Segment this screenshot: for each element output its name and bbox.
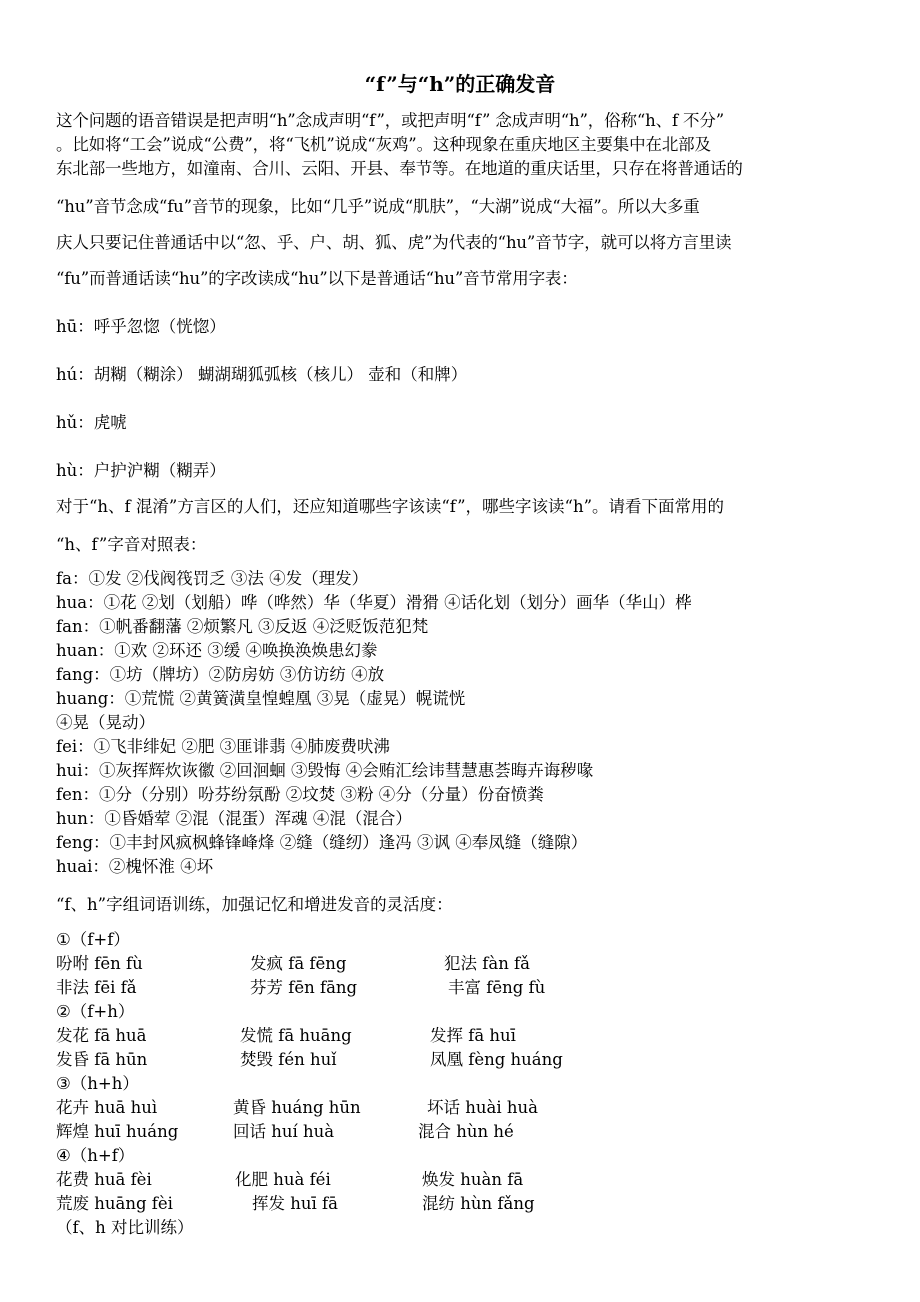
intro-line: 。比如将“工会”说成“公费”，将“飞机”说成“灰鸡”。这种现象在重庆地区主要集中在北部及 — [56, 135, 711, 154]
word-pair: 化肥 huà féi — [235, 1170, 331, 1189]
practice-intro: “f、h”字组词语训练，加强记忆和增进发音的灵活度： — [56, 895, 453, 914]
word-pair: 荒废 huāng fèi — [56, 1194, 173, 1213]
table-row: fei：①飞非绯妃 ②肥 ③匪诽翡 ④肺废费吠沸 — [56, 737, 390, 756]
contrast-intro-line: 对于“h、f 混淆”方言区的人们，还应知道哪些字该读“f”，哪些字该读“h”。请看下面常用的 — [56, 497, 725, 516]
word-pair: 回话 huí huà — [233, 1122, 335, 1141]
word-pair: 混合 hùn hé — [418, 1122, 514, 1141]
word-pair: 发昏 fā hūn — [56, 1050, 148, 1069]
hu-tone-line: hū：呼乎忽惚（恍惚） — [56, 317, 226, 336]
table-row: hun：①昏婚荤 ②混（混蛋）浑魂 ④混（混合） — [56, 809, 412, 828]
word-pair: 辉煌 huī huáng — [56, 1122, 179, 1141]
word-pair: 发慌 fā huāng — [240, 1026, 352, 1045]
word-pair: 焚毁 fén huǐ — [240, 1050, 337, 1069]
word-pair: 坏话 huài huà — [427, 1098, 538, 1117]
table-row: fa：①发 ②伐阀筏罚乏 ③法 ④发（理发） — [56, 569, 369, 588]
word-pair: 凤凰 fèng huáng — [430, 1050, 563, 1069]
table-row: fang：①坊（牌坊）②防房妨 ③仿访纺 ④放 — [56, 665, 385, 684]
table-row: feng：①丰封风疯枫蜂锋峰烽 ②缝（缝纫）逢冯 ③讽 ④奉凤缝（缝隙） — [56, 833, 588, 852]
word-pair: 吩咐 fēn fù — [56, 954, 143, 973]
footer-note: （f、h 对比训练） — [56, 1218, 194, 1237]
word-pair: 发疯 fā fēng — [250, 954, 347, 973]
group-label: ④（h+f） — [56, 1146, 135, 1165]
table-row: ④晃（晃动） — [56, 713, 155, 732]
table-row: huai：②槐怀淮 ④坏 — [56, 857, 214, 876]
word-pair: 丰富 fēng fù — [448, 978, 546, 997]
group-label: ①（f+f） — [56, 930, 130, 949]
word-pair: 混纺 hùn fǎng — [422, 1194, 535, 1213]
intro-line: “fu”而普通话读“hu”的字改读成“hu”以下是普通话“hu”音节常用字表： — [56, 269, 578, 288]
word-pair: 焕发 huàn fā — [422, 1170, 524, 1189]
table-row: hua：①花 ②划（划船）哗（哗然）华（华夏）滑猾 ④话化划（划分）画华（华山）桦 — [56, 593, 692, 612]
group-label: ②（f+h） — [56, 1002, 135, 1021]
intro-line: 庆人只要记住普通话中以“忽、乎、户、胡、狐、虎”为代表的“hu”音节字，就可以将方言里读 — [56, 233, 732, 252]
word-pair: 花费 huā fèi — [56, 1170, 152, 1189]
group-label: ③（h+h） — [56, 1074, 139, 1093]
word-pair: 黄昏 huáng hūn — [233, 1098, 361, 1117]
intro-line: 东北部一些地方，如潼南、合川、云阳、开县、奉节等。在地道的重庆话里，只存在将普通话的 — [56, 159, 743, 178]
word-pair: 花卉 huā huì — [56, 1098, 158, 1117]
intro-line: 这个问题的语音错误是把声明“h”念成声明“f”，或把声明“f” 念成声明“h”，俗称“h、f 不分” — [56, 111, 724, 130]
word-pair: 发挥 fā huī — [430, 1026, 516, 1045]
word-pair: 发花 fā huā — [56, 1026, 147, 1045]
table-row: hui：①灰挥辉炊诙徽 ②回洄蛔 ③毁悔 ④会贿汇绘讳彗慧惠荟晦卉诲秽喙 — [56, 761, 594, 780]
table-row: huang：①荒慌 ②黄簧潢皇惶蝗凰 ③晃（虚晃）幌谎恍 — [56, 689, 466, 708]
hu-tone-line: hǔ：虎唬 — [56, 413, 127, 432]
hu-tone-line: hù：户护沪糊（糊弄） — [56, 461, 226, 480]
intro-line: “hu”音节念成“fu”音节的现象，比如“几乎”说成“肌肤”，“大湖”说成“大福”。所以大多重 — [56, 197, 700, 216]
word-pair: 非法 fēi fǎ — [56, 978, 137, 997]
word-pair: 芬芳 fēn fāng — [250, 978, 358, 997]
table-row: fan：①帆番翻藩 ②烦繁凡 ③反返 ④泛贬饭范犯梵 — [56, 617, 429, 636]
table-row: huan：①欢 ②环还 ③缓 ④唤换涣焕患幻豢 — [56, 641, 378, 660]
word-pair: 犯法 fàn fǎ — [444, 954, 531, 973]
word-pair: 挥发 huī fā — [252, 1194, 338, 1213]
contrast-intro-line: “h、f”字音对照表： — [56, 535, 207, 554]
hu-tone-line: hú：胡糊（糊涂） 蝴湖瑚狐弧核（核儿） 壶和（和牌） — [56, 365, 468, 384]
table-row: fen：①分（分别）吩芬纷氛酚 ②坟焚 ③粉 ④分（分量）份奋愤粪 — [56, 785, 544, 804]
page-title: “f”与“h”的正确发音 — [364, 72, 556, 96]
